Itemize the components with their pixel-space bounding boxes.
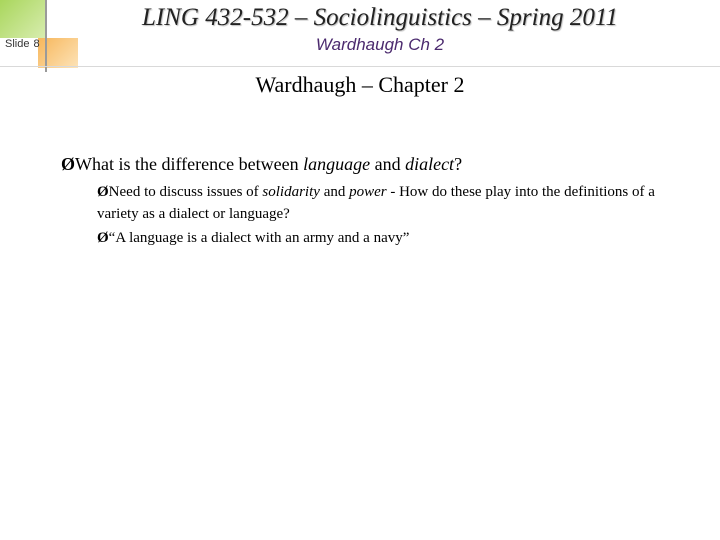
bullet-text: ? xyxy=(454,154,463,174)
bullet-text: “A language is a dialect with an army and a navy” xyxy=(108,230,410,246)
bullet-text: and xyxy=(319,184,350,200)
bullet-emphasis: language xyxy=(303,154,371,174)
header-title: LING 432-532 – Sociolinguistics – Spring 2011 xyxy=(142,4,618,31)
bullet-text: Need to discuss issues of xyxy=(108,184,263,200)
arrow-bullet-icon: Ø xyxy=(61,154,76,174)
bullet-emphasis: dialect xyxy=(405,154,455,174)
bullet-text: and xyxy=(370,154,406,174)
bullet-text: - How do these play into the definitions of a variety as a dialect or language? xyxy=(97,184,655,222)
slide-heading: Wardhaugh – Chapter 2 xyxy=(255,72,465,97)
bullet-emphasis: power xyxy=(349,184,387,200)
sub-bullet-list xyxy=(97,181,681,249)
bullet-emphasis: solidarity xyxy=(262,184,320,200)
sub-bullet-solidarity-power xyxy=(97,181,681,225)
bullet-text: What is the difference between xyxy=(75,154,304,174)
sub-bullet-quote xyxy=(97,227,681,249)
header-subtitle: Wardhaugh Ch 2 xyxy=(315,35,445,54)
arrow-bullet-icon: Ø xyxy=(97,230,109,246)
header-divider xyxy=(0,66,720,67)
slide-label: Slide xyxy=(5,38,30,50)
bullet-question xyxy=(61,153,681,175)
arrow-bullet-icon: Ø xyxy=(97,184,109,200)
slide-content xyxy=(61,153,681,251)
slide-number: 8 xyxy=(33,38,40,50)
